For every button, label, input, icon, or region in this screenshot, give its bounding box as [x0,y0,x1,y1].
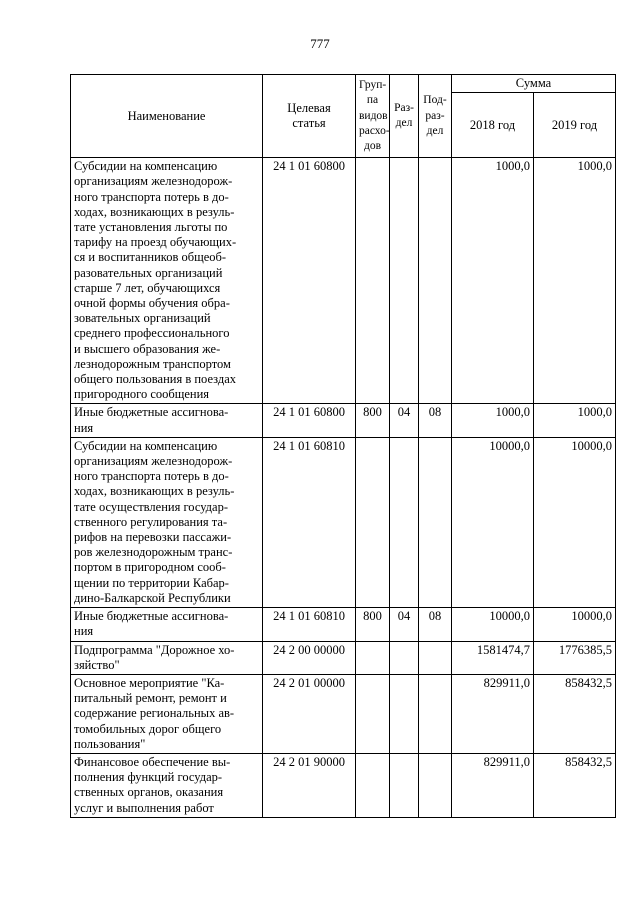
header-target-line1: Целевая [287,100,331,115]
row-name [71,404,263,437]
header-section [390,75,419,158]
header-target-line2: статья [292,116,326,131]
table-row [71,753,616,817]
row-name-line: тарифу на проезд обучающих- [74,235,237,250]
header-subsection-line: Под- [423,94,447,107]
header-section-line: Раз- [394,101,414,114]
row-name-line: щении по территории Кабар- [74,575,229,590]
row-sum-2019: 10000,0 [534,437,616,607]
row-section [390,158,419,404]
header-group-line: расхо- [359,124,390,137]
table-row [71,437,616,607]
row-sum-2019: 1776385,5 [534,641,616,674]
row-target-code: 24 1 01 60800 [263,404,356,437]
row-group [356,753,390,817]
header-group-line: Груп- [359,79,387,92]
header-group-line: видов [359,109,388,122]
row-target-code: 24 2 01 90000 [263,753,356,817]
budget-table [70,74,616,818]
row-name-line: дино-Балкарской Республики [74,590,231,605]
row-target-code: 24 2 00 00000 [263,641,356,674]
header-sum: Сумма [452,75,616,93]
row-name-line: полнения функций государ- [74,770,223,785]
row-name-line: ного транспорта потерь в до- [74,469,229,484]
row-sum-2018: 1581474,7 [452,641,534,674]
page-number: 777 [310,36,330,51]
row-section [390,753,419,817]
row-name-line: общего пользования в поездах [74,372,237,387]
row-name-line: тате установления льготы по [74,220,228,235]
header-subsection [419,75,452,158]
row-name-line: среднего профессионального [74,326,230,341]
row-name-line: очной формы обучения обра- [74,296,230,311]
row-subsection [419,674,452,753]
row-section [390,674,419,753]
row-name-line: ственного регулирования та- [74,514,228,529]
row-name [71,608,263,641]
row-name-line: зовательных организаций [74,311,211,326]
row-name-line: зяйство" [74,657,120,672]
row-sum-2019: 10000,0 [534,608,616,641]
row-name-line: Финансовое обеспечение вы- [74,754,231,769]
row-group [356,641,390,674]
row-name-line: ного транспорта потерь в до- [74,189,229,204]
row-sum-2018: 829911,0 [452,674,534,753]
row-name-line: услуг и выполнения работ [74,800,214,815]
row-group: 800 [356,608,390,641]
row-name-line: ния [74,624,94,639]
table-row [71,404,616,437]
row-subsection [419,437,452,607]
header-subsection-line: раз- [425,109,445,122]
row-name-line: ся и воспитанников общеоб- [74,250,227,265]
table-body [71,158,616,818]
row-name-line: рифов на перевозки пассажи- [74,530,232,545]
row-target-code: 24 1 01 60800 [263,158,356,404]
row-sum-2019: 1000,0 [534,404,616,437]
header-section-line: дел [395,117,413,130]
row-name [71,753,263,817]
row-group [356,158,390,404]
row-name [71,674,263,753]
header-group-line: дов [363,139,382,152]
row-name-line: ров железнодорожным транс- [74,545,233,560]
row-target-code: 24 2 01 00000 [263,674,356,753]
row-name-line: Иные бюджетные ассигнова- [74,609,229,624]
row-name-line: ходах, возникающих в резуль- [74,204,235,219]
row-name-line: ходах, возникающих в резуль- [74,484,235,499]
row-sum-2018: 829911,0 [452,753,534,817]
row-name-line: организациям железнодорож- [74,454,233,469]
row-name-line: Основное мероприятие "Ка- [74,675,225,690]
row-name-line: питальный ремонт, ремонт и [74,691,227,706]
row-name-line: томобильных дорог общего [74,721,222,736]
row-name-line: Иные бюджетные ассигнова- [74,405,229,420]
row-name-line: ственных органов, оказания [74,785,224,800]
table-row [71,674,616,753]
row-name-line: Подпрограмма "Дорожное хо- [74,642,235,657]
row-section: 04 [390,404,419,437]
row-name-line: лезнодорожным транспортом [74,356,231,371]
table-row [71,608,616,641]
row-subsection [419,158,452,404]
row-sum-2018: 1000,0 [452,404,534,437]
header-target [263,75,356,158]
row-name-line: тате осуществления государ- [74,499,228,514]
row-group: 800 [356,404,390,437]
row-name-line: Субсидии на компенсацию [74,159,218,174]
row-sum-2018: 10000,0 [452,437,534,607]
row-name-line: пригородного сообщения [74,387,210,402]
row-sum-2018: 10000,0 [452,608,534,641]
row-sum-2019: 858432,5 [534,753,616,817]
row-sum-2019: 1000,0 [534,158,616,404]
row-section: 04 [390,608,419,641]
row-name-line: разовательных организаций [74,265,223,280]
header-year-2019: 2019 год [534,93,616,158]
row-name-line: Субсидии на компенсацию [74,438,218,453]
table-row [71,641,616,674]
row-name [71,437,263,607]
row-name-line: ния [74,420,94,435]
header-row-1 [71,75,616,93]
row-section [390,437,419,607]
row-group [356,674,390,753]
row-section [390,641,419,674]
header-subsection-line: дел [426,124,444,137]
row-name [71,158,263,404]
row-subsection: 08 [419,404,452,437]
row-target-code: 24 1 01 60810 [263,608,356,641]
header-name: Наименование [71,75,263,158]
header-group-line: па [366,94,379,107]
table-row [71,158,616,404]
header-group [356,75,390,158]
row-name-line: и высшего образования же- [74,341,221,356]
row-name-line: портом в пригородном сооб- [74,560,226,575]
row-group [356,437,390,607]
row-name-line: старше 7 лет, обучающихся [74,280,221,295]
row-sum-2018: 1000,0 [452,158,534,404]
row-name-line: организациям железнодорож- [74,174,233,189]
row-subsection: 08 [419,608,452,641]
row-subsection [419,753,452,817]
row-subsection [419,641,452,674]
row-target-code: 24 1 01 60810 [263,437,356,607]
row-name-line: пользования" [74,736,146,751]
row-sum-2019: 858432,5 [534,674,616,753]
row-name-line: содержание региональных ав- [74,706,235,721]
row-name [71,641,263,674]
header-year-2018: 2018 год [452,93,534,158]
